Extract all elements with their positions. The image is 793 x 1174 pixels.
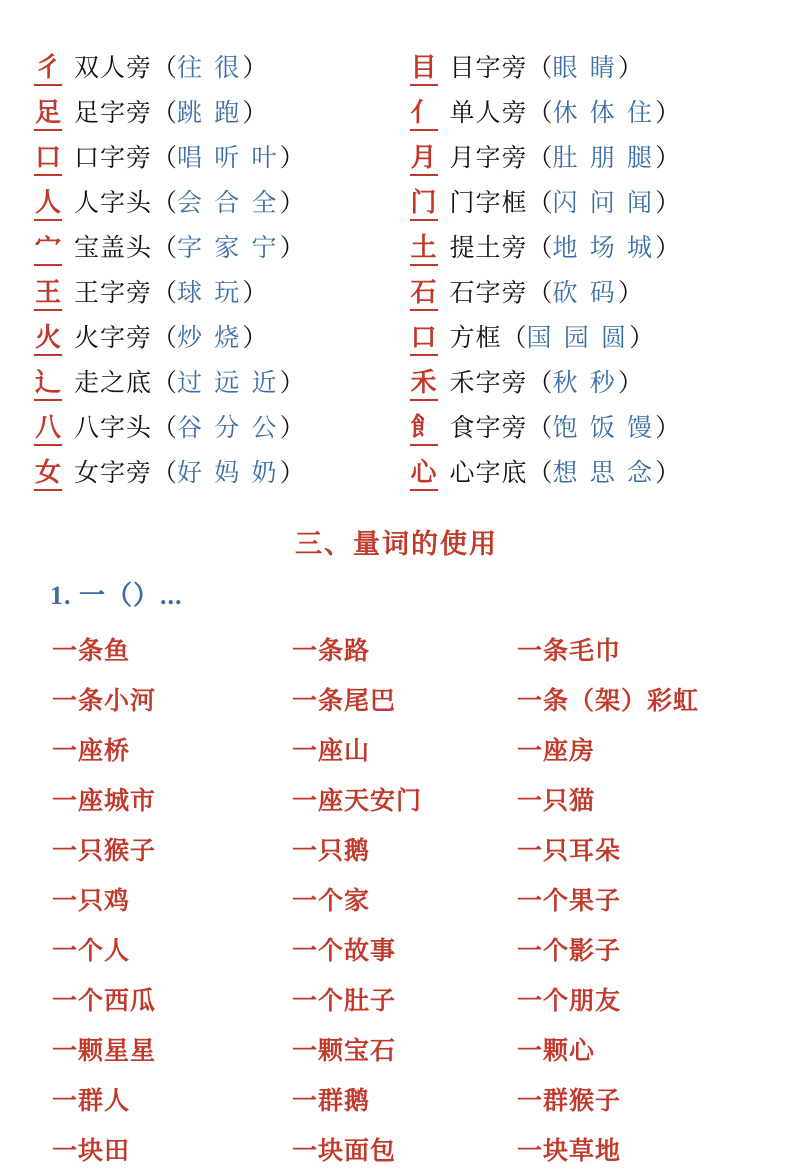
- open-paren: （: [527, 370, 553, 397]
- radical-examples: 炒 烧: [177, 325, 243, 352]
- close-paren: ）: [655, 415, 681, 442]
- radical-examples: 想 思 念: [552, 460, 656, 487]
- measure-word-item: 一个朋友: [517, 988, 622, 1015]
- open-paren: （: [152, 325, 178, 352]
- close-paren: ）: [279, 145, 305, 172]
- measure-word-item: 一条路: [292, 638, 371, 665]
- open-paren: （: [527, 55, 553, 82]
- radical-name: 人字头: [74, 190, 153, 217]
- measure-word-item: 一座天安门: [292, 788, 423, 815]
- radical-examples: 地 场 城: [552, 235, 656, 262]
- close-paren: ）: [279, 235, 305, 262]
- open-paren: （: [527, 280, 553, 307]
- measure-word-item: 一群猴子: [517, 1088, 622, 1115]
- radical-row: [410, 48, 760, 93]
- measure-word-item: 一座山: [292, 738, 371, 765]
- radical-examples: 肚 朋 腿: [552, 145, 656, 172]
- open-paren: （: [152, 145, 178, 172]
- open-paren: （: [152, 235, 178, 262]
- radical-char: 宀: [34, 234, 62, 266]
- radical-examples: 眼 睛: [552, 55, 618, 82]
- radical-examples: 休 体 住: [552, 100, 656, 127]
- close-paren: ）: [655, 235, 681, 262]
- close-paren: ）: [242, 280, 268, 307]
- radical-row: [410, 453, 760, 498]
- radical-examples: 球 玩: [177, 280, 243, 307]
- radical-char: 亻: [410, 99, 438, 131]
- radical-row: [34, 228, 384, 273]
- close-paren: ）: [655, 460, 681, 487]
- open-paren: （: [152, 100, 178, 127]
- radical-examples: 跳 跑: [177, 100, 243, 127]
- radical-name: 口字旁: [74, 145, 153, 172]
- radical-examples: 过 远 近: [177, 370, 280, 397]
- measure-word-item: 一座桥: [52, 738, 131, 765]
- radical-char: 口: [34, 144, 62, 176]
- measure-word-item: 一座城市: [52, 788, 157, 815]
- measure-word-item: 一只鹅: [292, 838, 371, 865]
- radical-row: [34, 183, 384, 228]
- radical-examples: 饱 饭 馒: [552, 415, 656, 442]
- radical-name: 宝盖头: [74, 235, 153, 262]
- measure-word-item: 一只猫: [517, 788, 596, 815]
- radical-name: 心字底: [449, 460, 528, 487]
- radical-examples: 秋 秒: [552, 370, 618, 397]
- close-paren: ）: [242, 100, 268, 127]
- radical-row: [410, 93, 760, 138]
- measure-words-table: [52, 624, 759, 1174]
- open-paren: （: [527, 415, 553, 442]
- radical-row: [34, 453, 384, 498]
- radical-char: 飠: [410, 414, 438, 446]
- open-paren: （: [527, 145, 553, 172]
- open-paren: （: [152, 460, 178, 487]
- measure-word-item: 一块草地: [517, 1138, 622, 1165]
- open-paren: （: [152, 280, 178, 307]
- radical-row: [410, 408, 760, 453]
- radical-name: 王字旁: [74, 280, 153, 307]
- radical-name: 提土旁: [449, 235, 528, 262]
- open-paren: （: [527, 460, 553, 487]
- radical-row: [410, 138, 760, 183]
- radical-name: 方框: [449, 325, 502, 352]
- close-paren: ）: [655, 190, 681, 217]
- radical-row: [410, 228, 760, 273]
- radical-name: 足字旁: [74, 100, 153, 127]
- radical-name: 门字框: [449, 190, 528, 217]
- measure-word-item: 一颗心: [517, 1038, 596, 1065]
- section-title: 三、量词的使用: [295, 529, 498, 559]
- open-paren: （: [152, 370, 178, 397]
- radical-char: 心: [410, 459, 438, 491]
- radical-char: 王: [34, 279, 62, 311]
- radical-name: 月字旁: [449, 145, 528, 172]
- measure-word-item: 一只耳朵: [517, 838, 622, 865]
- subsection-title: 1. 一（）...: [50, 581, 183, 610]
- radical-name: 火字旁: [74, 325, 153, 352]
- radical-examples: 唱 听 叶: [177, 145, 280, 172]
- close-paren: ）: [617, 370, 643, 397]
- radical-examples: 国 园 圆: [526, 325, 630, 352]
- measure-word-item: 一个家: [292, 888, 371, 915]
- radical-row: [34, 363, 384, 408]
- close-paren: ）: [655, 100, 681, 127]
- measure-word-item: 一条鱼: [52, 638, 131, 665]
- open-paren: （: [152, 415, 178, 442]
- radical-name: 石字旁: [449, 280, 528, 307]
- measure-word-item: 一块田: [52, 1138, 131, 1165]
- radical-char: 人: [34, 189, 62, 221]
- radical-row: [34, 408, 384, 453]
- open-paren: （: [527, 100, 553, 127]
- radical-row: [34, 273, 384, 318]
- radical-row: [34, 93, 384, 138]
- close-paren: ）: [279, 415, 305, 442]
- radical-char: 彳: [34, 54, 62, 86]
- close-paren: ）: [617, 280, 643, 307]
- measure-word-item: 一块面包: [292, 1138, 397, 1165]
- radical-examples: 闪 问 闻: [552, 190, 656, 217]
- measure-word-item: 一颗宝石: [292, 1038, 397, 1065]
- measure-word-item: 一个果子: [517, 888, 622, 915]
- radical-name: 禾字旁: [449, 370, 528, 397]
- open-paren: （: [152, 190, 178, 217]
- radical-examples: 砍 码: [552, 280, 618, 307]
- radical-row: [410, 183, 760, 228]
- radical-char: 辶: [34, 369, 62, 401]
- close-paren: ）: [242, 325, 268, 352]
- radical-name: 女字旁: [74, 460, 153, 487]
- radical-char: 女: [34, 459, 62, 491]
- measure-word-item: 一个西瓜: [52, 988, 157, 1015]
- measure-word-item: 一条小河: [52, 688, 157, 715]
- radical-name: 八字头: [74, 415, 153, 442]
- measure-word-item: 一条毛巾: [517, 638, 622, 665]
- radical-examples: 会 合 全: [177, 190, 280, 217]
- radicals-table: [34, 48, 759, 498]
- measure-word-item: 一条尾巴: [292, 688, 397, 715]
- measure-word-item: 一颗星星: [52, 1038, 157, 1065]
- measure-word-item: 一个人: [52, 938, 131, 965]
- measure-word-item: 一座房: [517, 738, 596, 765]
- radical-row: [410, 273, 760, 318]
- radical-name: 目字旁: [449, 55, 528, 82]
- close-paren: ）: [242, 55, 268, 82]
- radical-row: [34, 138, 384, 183]
- radical-char: 石: [410, 279, 438, 311]
- radical-char: 月: [410, 144, 438, 176]
- radical-name: 走之底: [74, 370, 153, 397]
- close-paren: ）: [279, 460, 305, 487]
- measure-word-item: 一个肚子: [292, 988, 397, 1015]
- radical-char: 目: [410, 54, 438, 86]
- radical-char: 口: [410, 324, 438, 356]
- measure-word-item: 一群人: [52, 1088, 131, 1115]
- radical-char: 禾: [410, 369, 438, 401]
- radical-char: 门: [410, 189, 438, 221]
- radical-examples: 谷 分 公: [177, 415, 280, 442]
- radical-examples: 往 很: [177, 55, 243, 82]
- radical-row: [34, 318, 384, 363]
- close-paren: ）: [279, 190, 305, 217]
- close-paren: ）: [617, 55, 643, 82]
- radical-name: 双人旁: [74, 55, 153, 82]
- radical-examples: 好 妈 奶: [177, 460, 280, 487]
- open-paren: （: [501, 325, 527, 352]
- measure-word-item: 一个影子: [517, 938, 622, 965]
- open-paren: （: [527, 235, 553, 262]
- radical-name: 单人旁: [449, 100, 528, 127]
- radical-char: 八: [34, 414, 62, 446]
- radical-examples: 字 家 宁: [177, 235, 280, 262]
- radical-name: 食字旁: [449, 415, 528, 442]
- open-paren: （: [152, 55, 178, 82]
- close-paren: ）: [629, 325, 655, 352]
- measure-word-item: 一条（架）彩虹: [517, 688, 700, 715]
- radical-row: [410, 363, 760, 408]
- measure-word-item: 一群鹅: [292, 1088, 371, 1115]
- close-paren: ）: [655, 145, 681, 172]
- radical-row: [34, 48, 384, 93]
- measure-word-item: 一个故事: [292, 938, 397, 965]
- open-paren: （: [527, 190, 553, 217]
- measure-word-item: 一只猴子: [52, 838, 157, 865]
- close-paren: ）: [279, 370, 305, 397]
- radical-row: [410, 318, 760, 363]
- radical-char: 火: [34, 324, 62, 356]
- radical-char: 土: [410, 234, 438, 266]
- radical-char: 足: [34, 99, 62, 131]
- measure-word-item: 一只鸡: [52, 888, 131, 915]
